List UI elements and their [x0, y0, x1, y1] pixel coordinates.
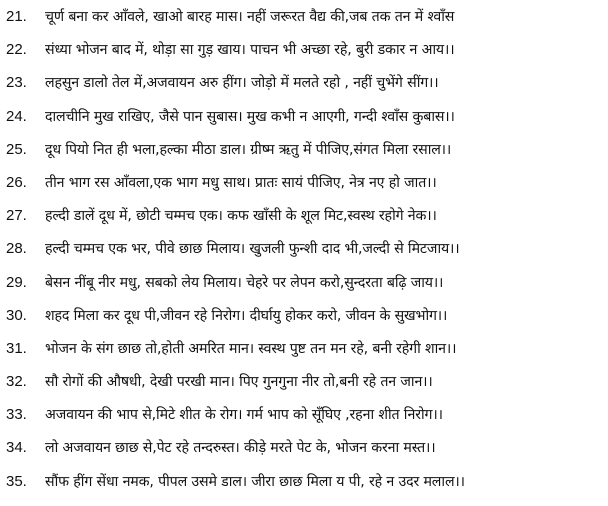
item-number: 23.: [6, 74, 27, 92]
list-item: [0, 137, 608, 170]
item-number: 22.: [6, 41, 27, 59]
list-item: [0, 336, 608, 369]
item-number: 32.: [6, 373, 27, 391]
item-number: 31.: [6, 339, 27, 357]
item-text: शहद मिला कर दूध पी,जीवन रहे निरोग। दीर्घायु होकर करो, जीवन के सुखभोग।।: [45, 307, 448, 324]
list-item: [0, 236, 608, 269]
list-item: [0, 104, 608, 137]
item-text: संध्या भोजन बाद में, थोड़ा सा गुड़ खाय। पाचन भी अच्छा रहे, बुरी डकार न आय।।: [45, 42, 455, 59]
item-number: 29.: [6, 273, 27, 291]
item-text: तीन भाग रस आँवला,एक भाग मधु साथ। प्रातः सायं पीजिए, नेत्र नए हो जात।।: [45, 174, 437, 191]
item-text: बेसन नींबू नीर मधु, सबको लेय मिलाय। चेहरे पर लेपन करो,सुन्दरता बढ़ि जाय।।: [45, 274, 444, 291]
item-text: दालचीनि मुख राखिए, जैसे पान सुबास। मुख कभी न आएगी, गन्दी श्वाँस कुबास।।: [45, 108, 455, 125]
item-text: हल्दी चम्मच एक भर, पीवे छाछ मिलाय। खुजली फुन्शी दाद भी,जल्दी से मिटजाय।।: [45, 241, 460, 258]
list-item: [0, 170, 608, 203]
item-number: 30.: [6, 306, 27, 324]
item-number: 35.: [6, 472, 27, 490]
item-text: दूध पियो नित ही भला,हल्का मीठा डाल। ग्रीष्म ऋतु में पीजिए,संगत मिला रसाल।।: [45, 141, 452, 158]
item-number: 28.: [6, 240, 27, 258]
item-text: हल्दी डालें दूध में, छोटी चम्मच एक। कफ खाँसी के शूल मिट,स्वस्थ रहोगे नेक।।: [45, 208, 437, 225]
list-item: [0, 303, 608, 336]
item-text: अजवायन की भाप से,मिटे शीत के रोग। गर्म भाप को सूँघिए ,रहना शीत निरोग।।: [45, 407, 443, 424]
remedy-couplet-list: [0, 4, 608, 502]
item-number: 27.: [6, 207, 27, 225]
list-item: [0, 435, 608, 468]
item-number: 25.: [6, 140, 27, 158]
item-text: सौंफ हींग सेंधा नमक, पीपल उसमे डाल। जीरा छाछ मिला य पी, रहे न उदर मलाल।।: [45, 473, 465, 490]
item-number: 33.: [6, 406, 27, 424]
list-item: [0, 469, 608, 502]
item-text: चूर्ण बना कर आँवले, खाओ बारह मास। नहीं जरूरत वैद्य की,जब तक तन में श्वाँस: [45, 9, 455, 25]
item-number: 34.: [6, 439, 27, 457]
item-text: सौ रोगों की औषधी, देखी परखी मान। पिए गुनगुना नीर तो,बनी रहे तन जान।।: [45, 374, 433, 391]
list-item: [0, 70, 608, 103]
item-number: 26.: [6, 173, 27, 191]
item-text: लो अजवायन छाछ से,पेट रहे तन्दरुस्त। कीड़े मरते पेट के, भोजन करना मस्त।।: [45, 440, 436, 457]
item-number: 24.: [6, 107, 27, 125]
list-item: [0, 4, 608, 37]
list-item: [0, 369, 608, 402]
list-item: [0, 402, 608, 435]
list-item: [0, 37, 608, 70]
item-number: 21.: [6, 8, 27, 25]
item-text: भोजन के संग छाछ तो,होती अमरित मान। स्वस्थ पुष्ट तन मन रहे, बनी रहेगी शान।।: [45, 340, 457, 357]
item-text: लहसुन डालो तेल में,अजवायन अरु हींग। जोड़ो में मलते रहो , नहीं चुभेंगे सींग।।: [45, 75, 439, 92]
list-item: [0, 270, 608, 303]
list-item: [0, 203, 608, 236]
